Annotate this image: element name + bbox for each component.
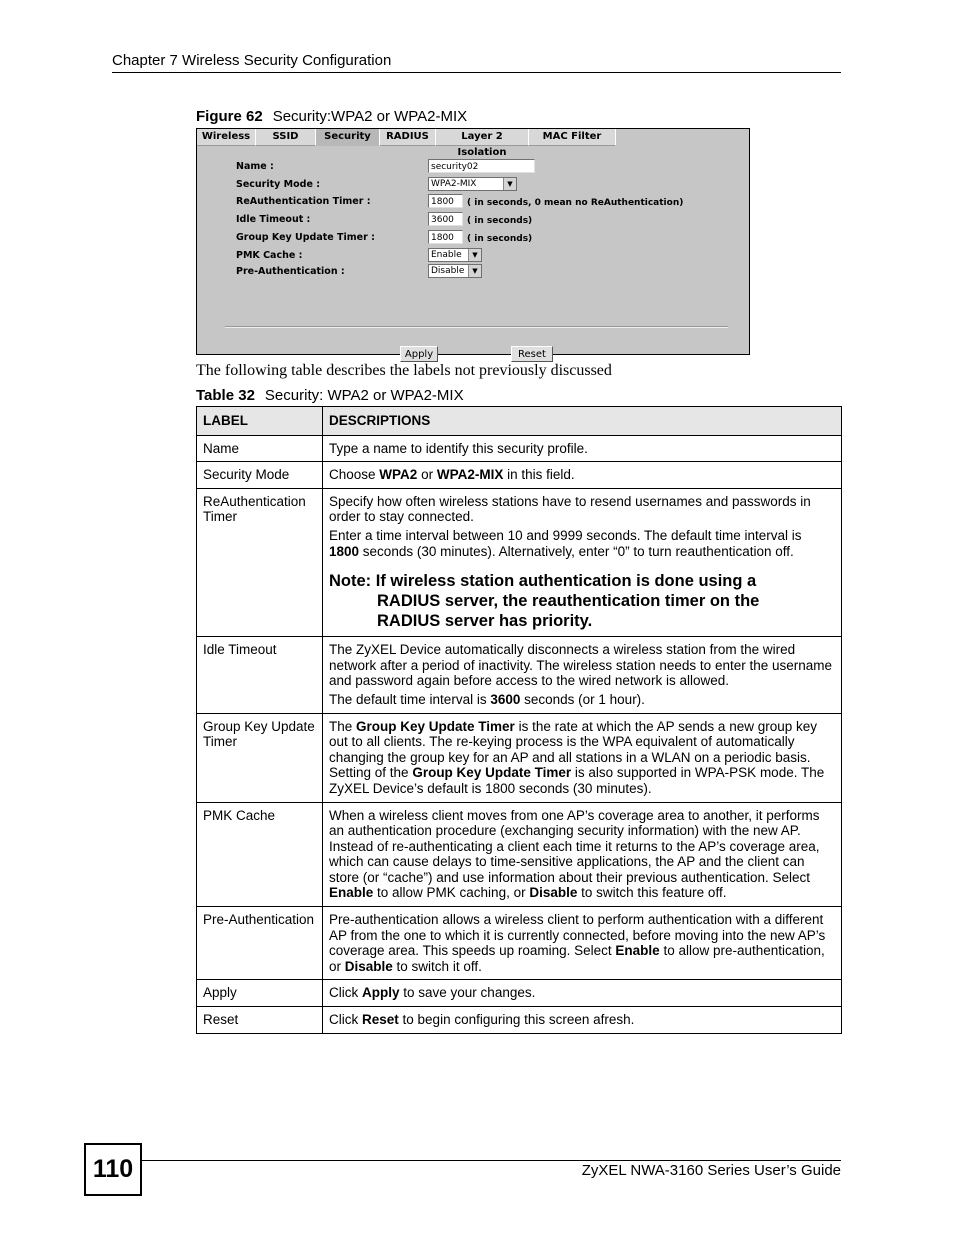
security-mode-select[interactable] (428, 177, 517, 191)
desc-text: Enter a time interval between 10 and 9999 seconds. The default time interval is (329, 527, 802, 543)
desc-paragraph: The ZyXEL Device automatically disconnects a wireless station from the wired network after a period of inactivity. The wireless station needs to enter the username and password again before access to the wired network is allowed. (329, 642, 833, 689)
group-key-timer-input[interactable]: 1800 (428, 230, 463, 244)
security-mode-label: Security Mode : (236, 179, 320, 190)
pmk-cache-label: PMK Cache : (236, 250, 303, 261)
row-description (323, 713, 842, 802)
desc-text: to switch this feature off. (577, 885, 727, 901)
security-mode-value: WPA2-MIX (431, 179, 477, 189)
header-rule (112, 72, 841, 73)
table-row (197, 713, 842, 802)
row-label: PMK Cache (197, 802, 323, 907)
security-form (197, 146, 749, 360)
description-table (196, 406, 842, 1034)
row-description (323, 802, 842, 907)
desc-bold: Group Key Update Timer (412, 765, 572, 781)
row-description (323, 907, 842, 980)
footer-rule (140, 1160, 841, 1161)
figure-label: Figure 62 (196, 108, 263, 125)
reauth-timer-label: ReAuthentication Timer : (236, 196, 371, 207)
tab-radius[interactable]: RADIUS (380, 129, 436, 146)
idle-timeout-label: Idle Timeout : (236, 214, 311, 225)
desc-text: Pre-authentication allows a wireless client to perform authentication with a different AP from the one to which it is currently connected, before moving into the new AP’s coverage area. This speeds up roaming. Select (329, 912, 826, 959)
desc-paragraph: Specify how often wireless stations have to resend usernames and passwords in order to stay connected. (329, 493, 811, 525)
security-screenshot (196, 128, 750, 360)
page-number: 110 (84, 1143, 142, 1196)
group-key-timer-label: Group Key Update Timer : (236, 232, 375, 243)
desc-bold: 3600 (490, 691, 521, 707)
pre-auth-label: Pre-Authentication : (236, 266, 345, 277)
desc-bold: Group Key Update Timer (356, 718, 515, 734)
group-key-timer-note: ( in seconds) (467, 234, 533, 244)
row-description (323, 488, 842, 636)
row-label: ReAuthentication Timer (197, 488, 323, 636)
desc-text: Click (329, 1012, 362, 1028)
row-label: Apply (197, 980, 323, 1007)
row-label: Reset (197, 1007, 323, 1034)
desc-text: to allow PMK caching, or (373, 885, 530, 901)
chevron-down-icon: ▼ (503, 178, 516, 190)
row-label: Group Key Update Timer (197, 713, 323, 802)
chapter-header: Chapter 7 Wireless Security Configuration (112, 52, 392, 69)
desc-bold: Enable (615, 943, 660, 959)
column-header-label: LABEL (197, 407, 323, 436)
desc-text: Choose (329, 467, 380, 483)
name-input[interactable]: security02 (428, 159, 535, 173)
desc-text: is the rate at which the AP sends a new group key out to all clients. The re-keying process is the WPA equivalent of automatically changing the group key for an AP and all stations in a WLAN on a periodic basis. Setting of the (329, 718, 817, 781)
note-line: RADIUS server, the reauthentication timer on the (377, 592, 760, 611)
tab-ssid[interactable]: SSID (256, 129, 316, 146)
apply-button[interactable]: Apply (400, 346, 438, 362)
reauth-timer-input[interactable]: 1800 (428, 194, 463, 208)
desc-bold: 1800 (329, 543, 360, 559)
desc-text: to allow pre-authentication, or (329, 943, 825, 974)
table-row (197, 637, 842, 713)
desc-paragraph (329, 692, 835, 708)
pmk-cache-select[interactable] (428, 248, 482, 262)
pre-auth-value: Disable (431, 266, 465, 276)
desc-paragraph (329, 528, 835, 559)
desc-bold: WPA2-MIX (436, 467, 504, 483)
tab-layer2-isolation[interactable]: Layer 2 Isolation (436, 129, 529, 146)
row-description (323, 637, 842, 713)
row-description (323, 1007, 842, 1034)
row-description: Type a name to identify this security profile. (323, 435, 842, 462)
chevron-down-icon: ▼ (468, 249, 481, 261)
pmk-cache-value: Enable (431, 250, 462, 260)
desc-text: to begin configuring this screen afresh. (398, 1012, 635, 1028)
name-label: Name : (236, 161, 274, 172)
desc-text: to save your changes. (399, 985, 536, 1001)
desc-text: seconds (or 1 hour). (520, 691, 645, 707)
desc-bold: Enable (329, 885, 374, 901)
tab-bar (197, 129, 616, 158)
table-row (197, 462, 842, 489)
desc-bold: WPA2 (379, 467, 418, 483)
row-label: Pre-Authentication (197, 907, 323, 980)
desc-text: is also supported in WPA-PSK mode. The ZyXEL Device’s default is 1800 seconds (30 minutes). (329, 765, 825, 796)
desc-bold: Reset (362, 1012, 399, 1028)
desc-text: seconds (30 minutes). Alternatively, enter “0” to turn reauthentication off. (359, 543, 794, 559)
note-line: RADIUS server has priority. (377, 612, 593, 631)
table-label: Table 32 (196, 387, 255, 404)
idle-timeout-input[interactable]: 3600 (428, 212, 463, 226)
note-line: Note: If wireless station authentication is done using a (329, 572, 757, 591)
figure-caption (196, 108, 467, 125)
desc-bold: Disable (529, 885, 578, 901)
tab-wireless[interactable]: Wireless (197, 129, 256, 146)
desc-text: or (417, 467, 437, 483)
table-row (197, 488, 842, 636)
desc-text: Click (329, 985, 362, 1001)
footer-guide-title: ZyXEL NWA-3160 Series User’s Guide (581, 1162, 841, 1179)
desc-bold: Apply (362, 985, 400, 1001)
tab-security[interactable]: Security (316, 129, 380, 146)
desc-text: to switch it off. (392, 958, 482, 974)
desc-text: The default time interval is (329, 691, 491, 707)
chevron-down-icon: ▼ (468, 265, 481, 277)
row-description (323, 980, 842, 1007)
table-caption (196, 387, 464, 404)
table-title: Security: WPA2 or WPA2-MIX (264, 387, 464, 404)
table-row (197, 1007, 842, 1034)
desc-text: The (329, 718, 357, 734)
intro-text: The following table describes the labels not previously discussed (196, 362, 612, 379)
idle-timeout-note: ( in seconds) (467, 216, 533, 226)
row-label: Name (197, 435, 323, 462)
form-divider (225, 326, 728, 328)
row-description (323, 462, 842, 489)
tab-mac-filter[interactable]: MAC Filter (529, 129, 616, 146)
reauth-timer-note: ( in seconds, 0 mean no ReAuthentication) (467, 198, 684, 208)
table-row (197, 802, 842, 907)
table-row (197, 980, 842, 1007)
table-row (197, 435, 842, 462)
desc-text: in this field. (503, 467, 575, 483)
row-label: Security Mode (197, 462, 323, 489)
reset-button[interactable]: Reset (511, 346, 553, 362)
figure-title: Security:WPA2 or WPA2-MIX (272, 108, 468, 125)
table-row (197, 907, 842, 980)
pre-auth-select[interactable] (428, 264, 482, 278)
table-header-row (197, 407, 842, 436)
row-label: Idle Timeout (197, 637, 323, 713)
column-header-descriptions: DESCRIPTIONS (323, 407, 842, 436)
desc-bold: Disable (344, 958, 393, 974)
desc-text: When a wireless client moves from one AP’s coverage area to another, it performs an authentication procedure (exchanging security information) with the new AP. Instead of re-authenticating a client each time it returns to the AP’s coverage area, which can cause delays to time-sensitive applications, the AP and the client can store (or “cache”) and use information about their previous authentication. Select (329, 807, 820, 885)
reauth-note (329, 571, 835, 631)
